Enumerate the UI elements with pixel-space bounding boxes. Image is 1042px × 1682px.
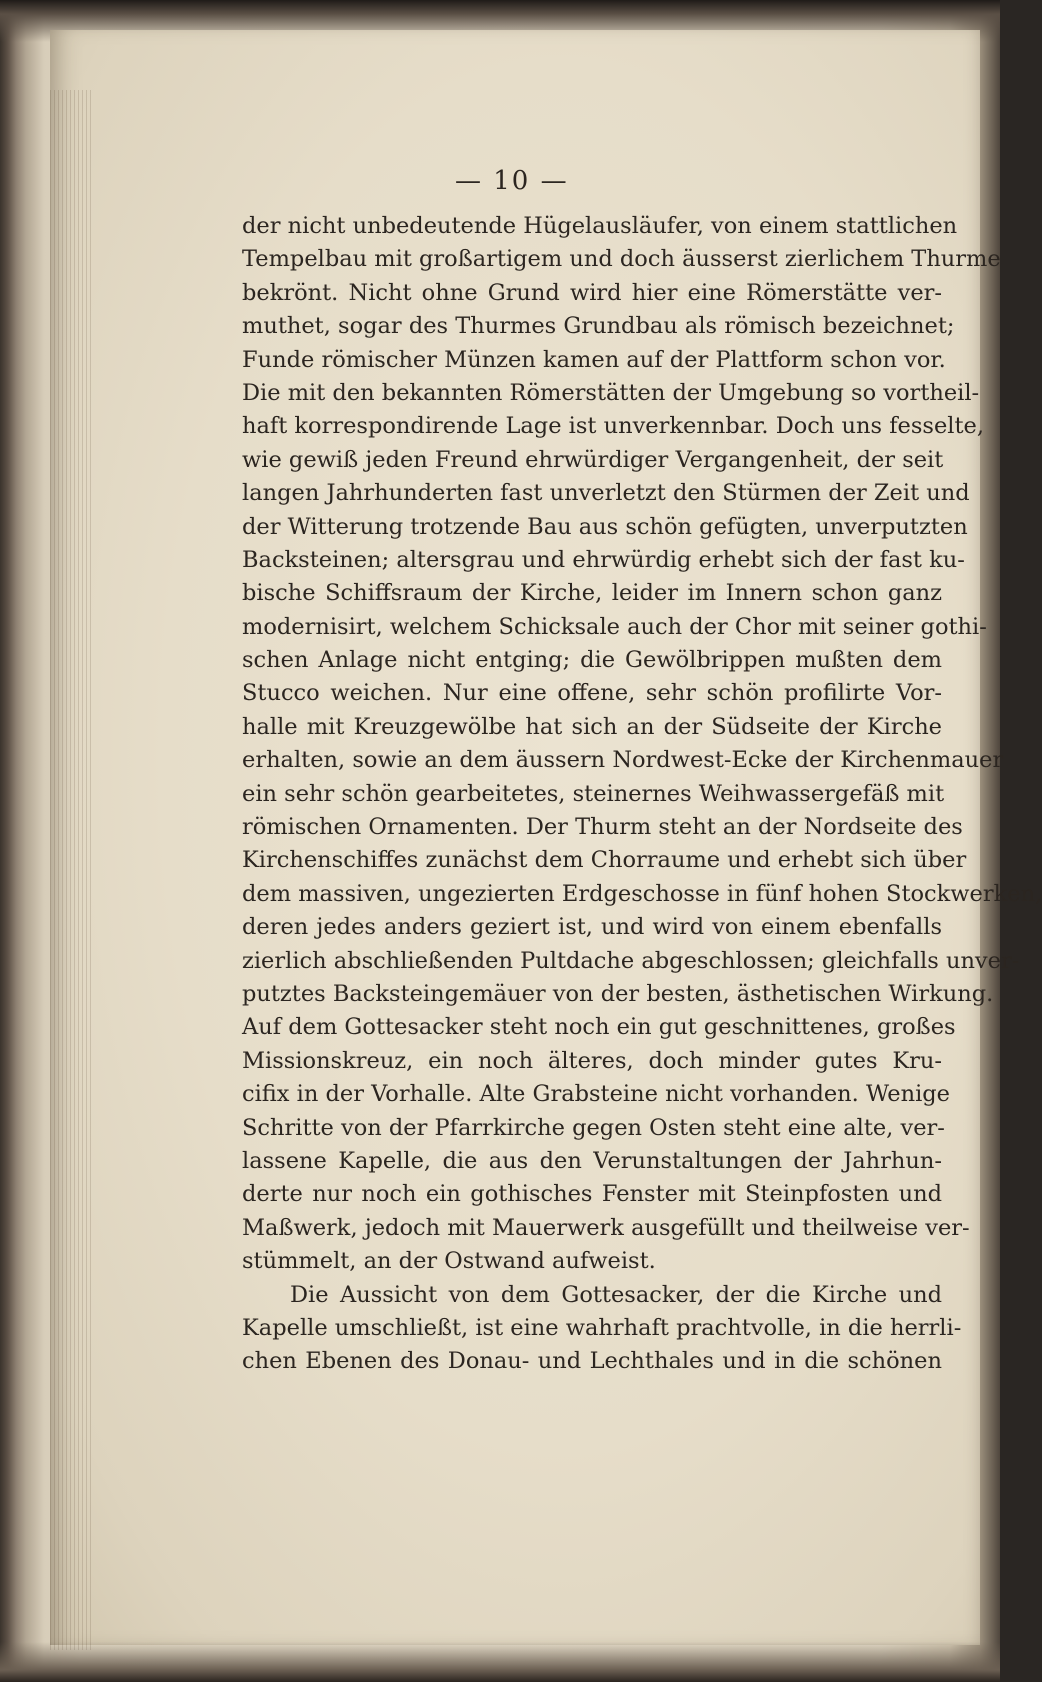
text-line: Stucco weichen. Nur eine offene, sehr schön profilirte Vor-	[242, 680, 942, 707]
text-line: muthet, sogar des Thurmes Grundbau als römisch bezeichnet;	[242, 313, 955, 340]
text-line: Kapelle umschließt, ist eine wahrhaft prachtvolle, in die herrli-	[242, 1314, 962, 1341]
text-line: derte nur noch ein gothisches Fenster mit Steinpfosten und	[242, 1181, 942, 1208]
text-line: zierlich abschließenden Pultdache abgeschlossen; gleichfalls unver-	[242, 947, 1020, 974]
page-number: — 10 —	[455, 166, 569, 196]
text-line: Die mit den bekannten Römerstätten der Umgebung so vortheil-	[242, 379, 980, 406]
text-line: Schritte von der Pfarrkirche gegen Osten steht eine alte, ver-	[242, 1114, 945, 1141]
text-line: erhalten, sowie an dem äussern Nordwest-Ecke der Kirchenmauer	[242, 747, 1004, 774]
text-line: Kirchenschiffes zunächst dem Chorraume und erhebt sich über	[242, 847, 967, 874]
text-line: halle mit Kreuzgewölbe hat sich an der Südseite der Kirche	[242, 713, 942, 740]
text-line: dem massiven, ungezierten Erdgeschosse in fünf hohen Stockwerken,	[242, 880, 1042, 907]
text-line: haft korrespondirende Lage ist unverkennbar. Doch uns fesselte,	[242, 413, 984, 440]
text-line: putztes Backsteingemäuer von der besten, ästhetischen Wirkung.	[242, 980, 994, 1007]
text-line: Die Aussicht von dem Gottesacker, der die Kirche und	[290, 1281, 942, 1308]
text-line: bische Schiffsraum der Kirche, leider im Innern schon ganz	[242, 580, 942, 607]
text-line: der nicht unbedeutende Hügelausläufer, von einem stattlichen	[242, 213, 958, 239]
text-line: Missionskreuz, ein noch älteres, doch minder gutes Kru-	[242, 1047, 942, 1074]
text-line: der Witterung trotzende Bau aus schön gefügten, unverputzten	[242, 513, 968, 540]
body-text	[242, 210, 1042, 1379]
text-line: ein sehr schön gearbeitetes, steinernes Weihwassergefäß mit	[242, 780, 945, 807]
text-line: Maßwerk, jedoch mit Mauerwerk ausgefüllt und theilweise ver-	[242, 1214, 970, 1241]
text-line: chen Ebenen des Donau- und Lechthales und in die schönen	[242, 1348, 942, 1375]
text-line: bekrönt. Nicht ohne Grund wird hier eine Römerstätte ver-	[242, 279, 942, 306]
text-line: Tempelbau mit großartigem und doch äusserst zierlichem Thurme	[242, 246, 1001, 273]
text-line: lassene Kapelle, die aus den Verunstaltungen der Jahrhun-	[242, 1147, 942, 1174]
text-line: wie gewiß jeden Freund ehrwürdiger Vergangenheit, der seit	[242, 446, 944, 473]
scan-bottom-edge	[0, 1642, 1000, 1682]
text-line: langen Jahrhunderten fast unverletzt den Stürmen der Zeit und	[242, 480, 970, 507]
text-line: deren jedes anders geziert ist, und wird von einem ebenfalls	[242, 914, 942, 941]
text-line: römischen Ornamenten. Der Thurm steht an der Nordseite des	[242, 814, 963, 841]
page-edge-stack	[50, 90, 92, 1650]
text-line: Backsteinen; altersgrau und ehrwürdig erhebt sich der fast ku-	[242, 546, 965, 573]
text-line: stümmelt, an der Ostwand aufweist.	[242, 1248, 656, 1275]
text-line: Auf dem Gottesacker steht noch ein gut geschnittenes, großes	[242, 1014, 956, 1041]
text-line: Funde römischer Münzen kamen auf der Plattform schon vor.	[242, 346, 946, 373]
text-line: cifix in der Vorhalle. Alte Grabsteine nicht vorhanden. Wenige	[242, 1081, 950, 1108]
text-line: schen Anlage nicht entging; die Gewölbrippen mußten dem	[242, 647, 942, 674]
text-line: modernisirt, welchem Schicksale auch der Chor mit seiner gothi-	[242, 613, 987, 640]
